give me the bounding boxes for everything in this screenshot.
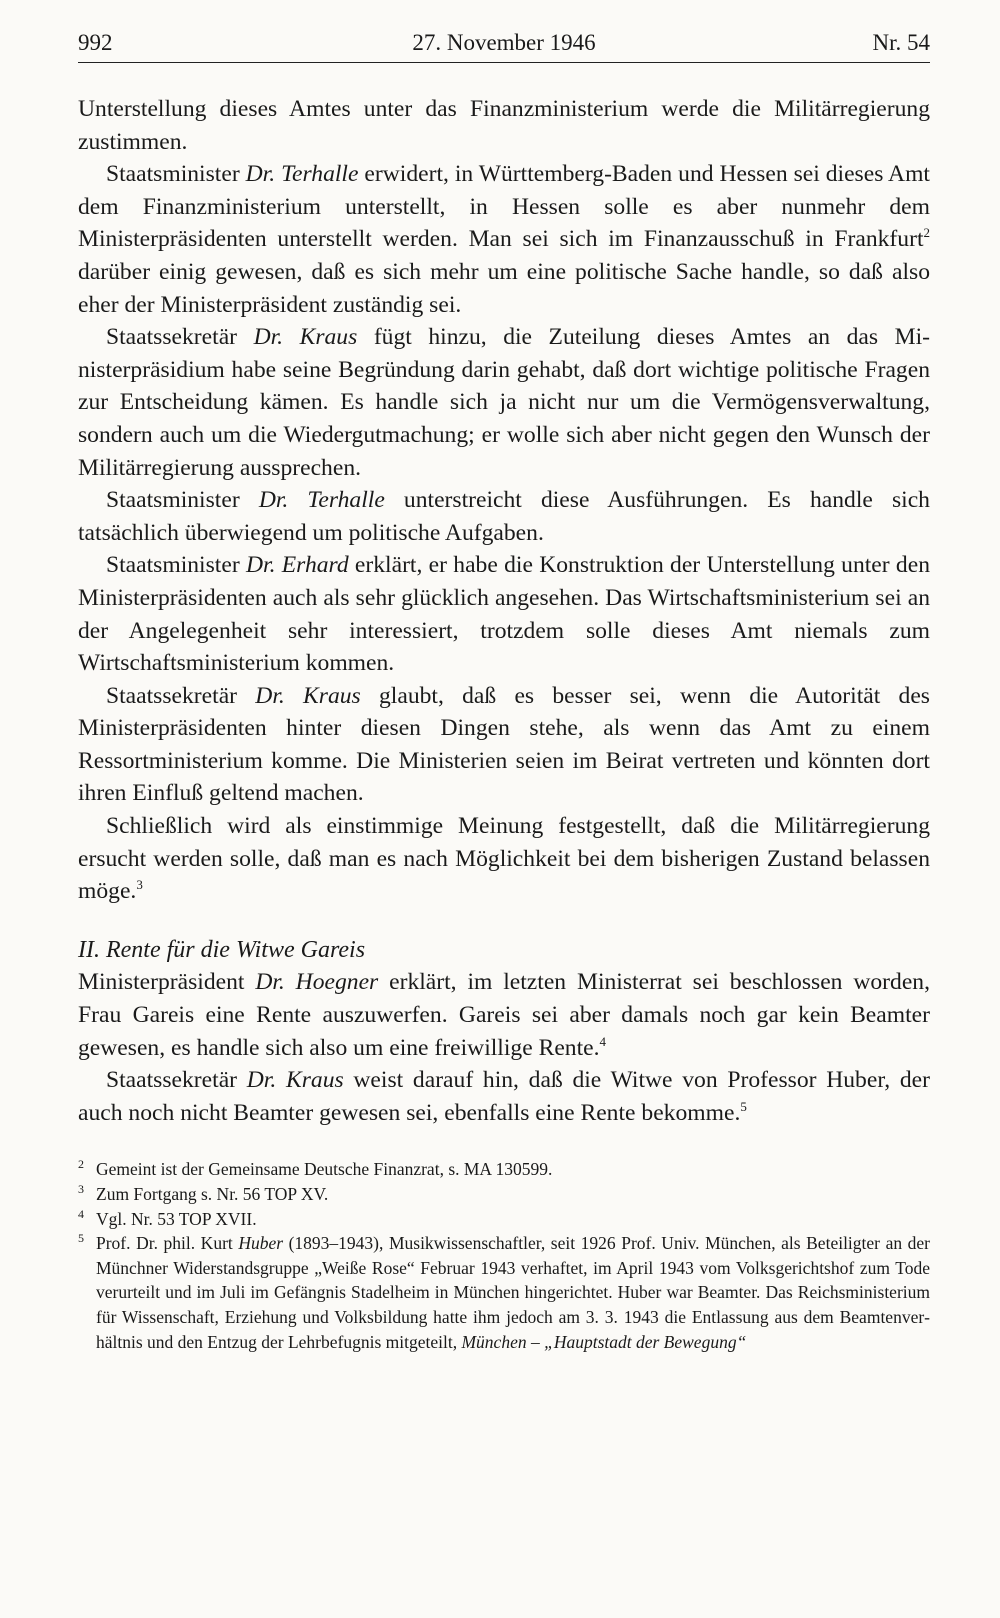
issue-number: Nr. 54 <box>872 30 930 55</box>
paragraph-text: darüber einig gewesen, daß es sich mehr um eine politische Sache handle, so daß also eher der Ministerpräsident zuständig sei. <box>78 258 930 318</box>
speaker-title: Staatssekretär <box>106 682 256 709</box>
section-heading: II. Rente für die Witwe Gareis <box>78 936 366 963</box>
speaker-name: Dr. Kraus <box>255 682 361 709</box>
footnote-name: Huber <box>238 1233 284 1254</box>
header-date: 27. November 1946 <box>412 30 596 55</box>
footnote-italic-text: München – „Hauptstadt der Bewegung“ <box>461 1331 747 1352</box>
footnote-text: Zum Fortgang s. Nr. 56 TOP XV. <box>96 1184 329 1204</box>
speaker-name: Dr. Terhalle <box>258 487 385 514</box>
footnote-ref[interactable]: 2 <box>923 225 930 241</box>
footnote-number: 3 <box>78 1182 84 1196</box>
page-number: 992 <box>78 30 113 55</box>
speaker-name: Dr. Hoegner <box>255 969 379 996</box>
paragraph-4 <box>78 484 930 549</box>
footnotes <box>78 1157 930 1354</box>
body-text <box>78 93 930 1129</box>
paragraph-2 <box>78 158 930 321</box>
footnote-ref[interactable]: 3 <box>136 877 143 893</box>
speaker-name: Dr. Terhalle <box>245 161 359 188</box>
footnote-2 <box>78 1157 930 1182</box>
paragraph-9 <box>78 1064 930 1129</box>
footnote-text: Vgl. Nr. 53 TOP XVII. <box>96 1208 257 1229</box>
speaker-name: Dr. Kraus <box>253 324 358 351</box>
footnote-number: 4 <box>78 1206 84 1221</box>
speaker-title: Ministerpräsident <box>78 969 256 996</box>
footnote-number: 2 <box>78 1157 84 1172</box>
speaker-name: Dr. Erhard <box>245 552 349 579</box>
speaker-title: Staatsminister <box>106 487 259 514</box>
paragraph-8 <box>78 966 930 1064</box>
footnote-text: Prof. Dr. phil. Kurt <box>96 1233 239 1254</box>
paragraph-5 <box>78 549 930 679</box>
speaker-title: Staatsminister <box>106 161 246 188</box>
paragraph-text: unterstreicht diese Ausführungen. Es handle sich tatsächlich überwiegend um politische Aufgaben. <box>78 487 930 546</box>
paragraph-1 <box>78 93 930 158</box>
footnote-number: 5 <box>78 1231 84 1246</box>
footnote-text: Gemeint ist der Gemeinsame Deutsche Finanzrat, s. MA 130599. <box>96 1159 553 1180</box>
paragraph-text: erwidert, in Württemberg-Baden und Hessen sei dieses Amt dem Finanzministerium unterstellt, in Hessen solle es aber nunmehr dem Ministerpräsidenten unterstellt werden. Man sei sich im Finanzausschuß in Frankfurt <box>78 161 930 253</box>
footnote-ref[interactable]: 5 <box>740 1098 747 1114</box>
footnote-text: (1893–1943), Musikwissenschaftler, seit 1926 Prof. Univ. München, als Beteiligter an der Münchner Widerstandsgruppe „Weiße Rose“ Februar 1943 verhaftet, im April 1943 vom Volksgerichtshof zum Tode verurteilt und im Juli im Gefängnis Stadelheim in München hingerichtet. Huber war Beamter. Das Reichsministerium für Wissenschaft, Erziehung und Volksbildung hatte ihm jedoch am 3. 3. 1943 die Entlassung aus dem Beamtenverhältnis und den Entzug der Lehrbefugnis mitgeteilt, <box>96 1233 930 1352</box>
paragraph-text: erklärt, er habe die Konstruktion der Unterstellung unter den Ministerpräsidenten auch als sehr glücklich angesehen. Das Wirtschaftsministerium sei an der Angelegenheit sehr interessiert, trotzdem solle dieses Amt niemals zum Wirtschaftsministerium kommen. <box>78 552 930 677</box>
paragraph-text: fügt hinzu, die Zuteilung dieses Amtes an das Ministerpräsidium habe seine Begründung darin gehabt, daß dort wichtige politische Fragen zur Entscheidung kämen. Es handle sich ja nicht nur um die Vermögensverwaltung, sondern auch um die Wiedergutmachung; er wolle sich aber nicht gegen den Wunsch der Militärregierung aussprechen. <box>78 324 930 481</box>
speaker-title: Staatssekretär <box>106 1067 247 1094</box>
footnote-4 <box>78 1207 930 1232</box>
paragraph-text: glaubt, daß es besser sei, wenn die Autorität des Ministerpräsidenten hinter diesen Dingen stehe, als wenn das Amt zu einem Ressortministerium komme. Die Ministerien seien im Beirat vertreten und könnten dort ihren Einfluß geltend machen. <box>78 682 930 807</box>
paragraph-text: Schließlich wird als einstimmige Meinung festgestellt, daß die Militärregierung ersucht werden solle, daß man es nach Möglichkeit bei dem bisherigen Zustand belassen möge. <box>78 813 930 905</box>
paragraph-text: Unterstellung dieses Amtes unter das Finanzministerium werde die Militärregierung zustimmen. <box>78 96 930 155</box>
footnote-3 <box>78 1182 930 1207</box>
speaker-title: Staatsminister <box>106 552 246 579</box>
speaker-title: Staatssekretär <box>106 324 254 351</box>
paragraph-7 <box>78 810 930 908</box>
running-header <box>78 30 930 63</box>
speaker-name: Dr. Kraus <box>246 1067 344 1094</box>
document-page <box>78 30 930 1354</box>
paragraph-6 <box>78 680 930 810</box>
footnote-ref[interactable]: 4 <box>599 1033 607 1049</box>
paragraph-text: erklärt, im letzten Ministerrat sei beschlossen worden, Frau Gareis eine Rente auszuwerfen. Gareis sei aber damals noch gar kein Beamter gewesen, es handle sich also um eine freiwillige Rente. <box>78 969 930 1061</box>
paragraph-3 <box>78 321 930 484</box>
footnote-5 <box>78 1231 930 1354</box>
paragraph-text: weist darauf hin, daß die Witwe von Professor Huber, der auch noch nicht Beamter gewesen sei, ebenfalls eine Rente bekomme. <box>78 1067 930 1126</box>
